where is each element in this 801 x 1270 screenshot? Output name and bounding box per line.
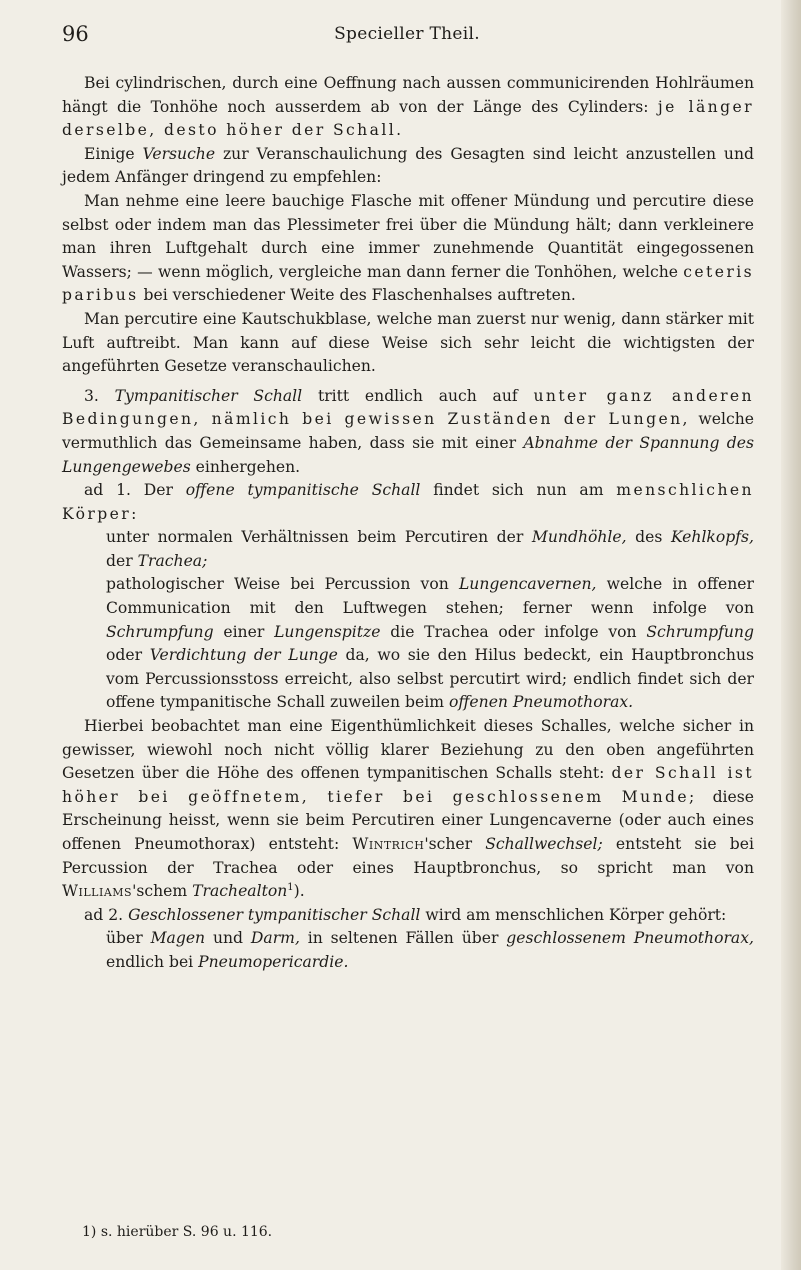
text-run: tritt endlich auch auf [317, 386, 518, 405]
italic-term: Geschlossener tympanitischer Schall [128, 905, 421, 924]
spaced-emphasis: der Schall ist höher bei geöffnetem, tiefer bei geschlossenem Munde; [62, 764, 754, 806]
text-run: und [212, 929, 244, 948]
spaced-emphasis: unter ganz anderen Bedingungen, nämlich bei gewissen Zuständen der Lungen, [62, 386, 754, 429]
body-text [62, 72, 754, 975]
paragraph [62, 190, 754, 308]
italic-term: Tympanitischer Schall [114, 386, 303, 405]
italic-term: Lungencavernen, [458, 575, 597, 594]
italic-term: Mundhöhle, [531, 528, 627, 547]
text-run: welche vermuthlich das Gemeinsame haben, dass sie mit einer [62, 410, 754, 452]
text-run: findet sich nun am [433, 481, 604, 500]
text-run: ad 2. [84, 905, 124, 924]
paragraph [62, 573, 754, 715]
italic-term: Kehlkopfs, [670, 528, 754, 547]
italic-term: Pneumopericardie. [198, 952, 349, 971]
text-run: welche in offener Communication mit den Luftwegen stehen; ferner wenn infolge von [106, 575, 754, 618]
italic-term: Schrumpfung [646, 622, 754, 641]
paragraph [62, 72, 754, 143]
text-run: Man nehme eine leere bauchige Flasche mit offener Mündung und percutire diese selbst oder indem man das Plessimeter frei über die Mündung hält; dann verkleinere man ihren Luftgehalt durch eine immer zunehmende Quantität eingegossenen Wassers; — wenn möglich, vergleiche man dann ferner die Tonhöhen, welche [62, 191, 754, 281]
page-number: 96 [62, 22, 89, 46]
page-edge-shadow [781, 0, 801, 1270]
paragraph [62, 143, 754, 190]
author-name: Williams [62, 882, 133, 901]
text-run: ad 1. Der [84, 481, 173, 500]
text-run: 'scher [424, 835, 473, 853]
text-run: da, wo sie den Hilus bedeckt, ein Hauptbronchus vom Percussionsstoss erreicht, also selbst percutirt wird; endlich findet sich der offene tympanitische Schall zuweilen beim [106, 646, 754, 712]
text-run: endlich bei [106, 952, 194, 971]
spaced-emphasis: je länger derselbe, desto höher der Schall. [62, 97, 754, 140]
text-run: einhergehen. [195, 457, 301, 476]
text-run: pathologischer Weise bei Percussion von [106, 575, 449, 594]
italic-term: Darm, [250, 929, 300, 948]
italic-term: Schrumpfung [106, 622, 214, 641]
text-run: bei verschiedener Weite des Flaschenhalses auftreten. [143, 286, 576, 305]
italic-term: Abnahme der Spannung des Lungengewebes [62, 433, 754, 476]
page-header [62, 22, 752, 50]
italic-term: offene tympanitische Schall [185, 481, 421, 500]
text-run: Bei cylindrischen, durch eine Oeffnung nach aussen communicirenden Hohlräumen hängt die Tonhöhe noch ausserdem ab von der Länge des Cylinders: [62, 74, 754, 116]
text-run: zur Veranschaulichung des Gesagten sind leicht anzustellen und jedem Anfänger dringend zu empfehlen: [62, 144, 754, 187]
text-run: oder [106, 646, 143, 665]
paragraph [62, 385, 754, 479]
italic-term: Trachealton [192, 882, 288, 901]
footnote-marker: 1) [82, 1224, 97, 1240]
paragraph [62, 927, 754, 974]
text-run: der [106, 551, 133, 570]
italic-term: Versuche [142, 144, 216, 163]
paragraph [62, 904, 754, 928]
footnote-text: s. hierüber S. 96 u. 116. [100, 1224, 273, 1240]
italic-term: Verdichtung der Lunge [149, 646, 338, 665]
text-run: die Trachea oder infolge von [390, 622, 637, 641]
text-run: Hierbei beobachtet man eine Eigenthümlichkeit dieses Schalles, welche sicher in gewisser, wiewohl noch nicht völlig klarer Beziehung zu den oben angeführten Gesetzen über die Höhe des offenen tympanitischen Schalls steht: [62, 717, 754, 783]
text-run: Einige [84, 144, 135, 163]
footnote [82, 1224, 272, 1240]
spaced-emphasis: ceteris paribus [62, 262, 754, 305]
text-run: in seltenen Fällen über [307, 929, 499, 948]
text-run: 'schem [132, 882, 188, 901]
paragraph: Man percutire eine Kautschukblase, welche man zuerst nur wenig, dann stärker mit Luft auftreibt. Man kann auf diese Weise sich sehr leicht die wichtigsten der angeführten Gesetze veranschaulichen. [62, 309, 754, 376]
paragraph [62, 479, 754, 526]
text-run: wird am menschlichen Körper gehört: [425, 905, 727, 924]
italic-term: Schallwechsel; [485, 835, 603, 853]
text-run: diese Erscheinung heisst, wenn sie beim Percutiren einer Lungencaverne (oder auch eines offenen Pneumothorax) entsteht: [62, 787, 754, 853]
section-number: 3. [84, 386, 99, 405]
spaced-emphasis: menschlichen Körper: [62, 481, 754, 523]
text-run: unter normalen Verhältnissen beim Percutiren der [106, 528, 524, 547]
text-run: über [106, 929, 143, 948]
italic-term: offenen Pneumothorax. [449, 693, 634, 712]
italic-term: Trachea; [137, 551, 208, 570]
italic-term: geschlossenem Pneumothorax, [506, 929, 754, 948]
footnote-ref: 1 [287, 882, 294, 893]
running-head: Specieller Theil. [334, 24, 480, 44]
italic-term: Lungenspitze [274, 622, 381, 641]
author-name: Wintrich [352, 835, 425, 853]
paragraph [62, 715, 754, 904]
text-run: einer [223, 622, 265, 641]
text-run: ). [293, 882, 305, 901]
italic-term: Magen [150, 929, 206, 948]
paragraph [62, 526, 754, 573]
text-run: des [635, 528, 663, 547]
text-run: entsteht sie bei Percussion der Trachea oder eines Hauptbronchus, so spricht man von [62, 835, 754, 877]
